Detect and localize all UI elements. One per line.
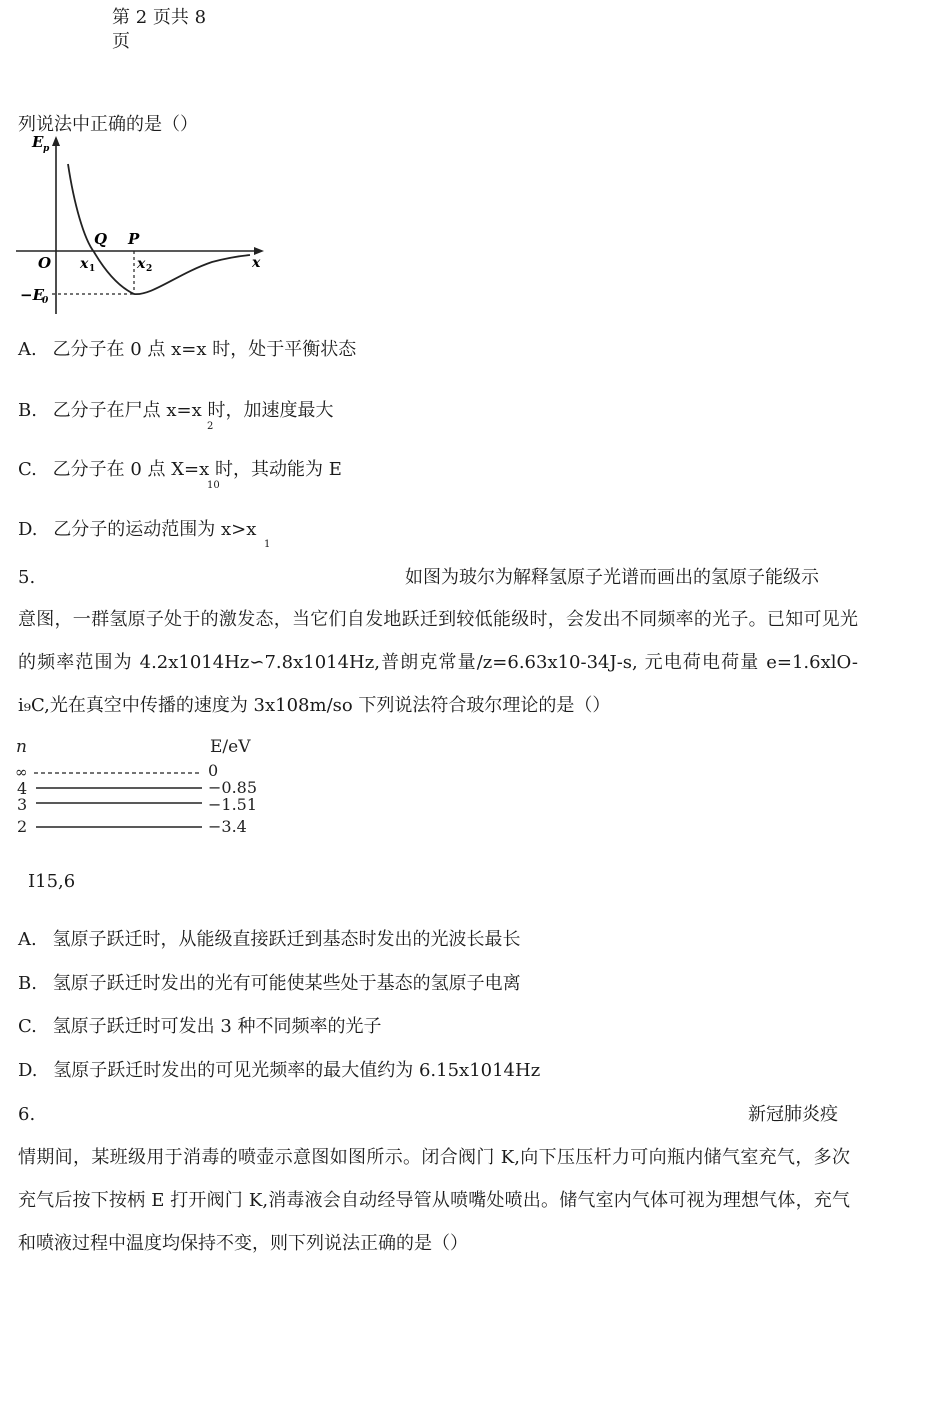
- p-point-label: P: [128, 230, 140, 248]
- q6-number: 6.: [18, 1104, 36, 1125]
- option-letter: C.: [18, 459, 37, 480]
- option-letter: C.: [18, 1016, 37, 1037]
- option-letter: D.: [18, 519, 38, 540]
- origin-label: O: [38, 254, 52, 272]
- option-text: 氢原子跃迁时发出的可见光频率的最大值约为 6.15x1014Hz: [53, 1060, 541, 1081]
- q4-option-a[interactable]: [18, 339, 356, 361]
- q5-option-a[interactable]: [18, 929, 520, 951]
- option-text: 氢原子跃迁时发出的光有可能使某些处于基态的氢原子电离: [52, 973, 521, 994]
- q4-stem-tail: 列说法中正确的是（）: [18, 114, 198, 135]
- x1-sub: 1: [89, 264, 96, 274]
- x2-label: x: [137, 256, 146, 272]
- q5-number: 5.: [18, 567, 36, 588]
- q4-option-d[interactable]: [18, 519, 256, 541]
- q4-option-b-sub: 2: [207, 421, 214, 432]
- q4-option-b[interactable]: [18, 400, 334, 422]
- e-header: E/eV: [210, 737, 251, 757]
- q-point-label: Q: [94, 230, 108, 248]
- option-text: 乙分子在 0 点 X=x 时，其动能为 E: [52, 459, 342, 480]
- option-text: 氢原子跃迁时可发出 3 种不同频率的光子: [52, 1016, 382, 1037]
- q6-body: 情期间，某班级用于消毒的喷壶示意图如图所示。闭合阀门 K,向下压压杆力可向瓶内储气室充气，多次充气后按下按柄 E 打开阀门 K,消毒液会自动经导管从喷嘴处喷出。储气室内气体可视为理想气体，充气和喷液过程中温度均保持不变，则下列说法正确的是（）: [18, 1147, 850, 1254]
- neg-e0-label: −E: [20, 286, 45, 304]
- level-e-inf: 0: [208, 761, 219, 780]
- option-letter: A.: [18, 929, 37, 950]
- x1-label: x: [80, 256, 89, 272]
- level-n-4: 4: [17, 779, 28, 798]
- x-axis-arrow: [254, 247, 264, 255]
- level-n-3: 3: [17, 795, 28, 814]
- option-letter: D.: [18, 1060, 38, 1081]
- y-axis-sub: p: [43, 144, 50, 154]
- level-e-2: −3.4: [208, 817, 247, 836]
- q5-intro: 如图为玻尔为解释氢原子光谱而画出的氢原子能级示: [405, 567, 819, 588]
- n-header: n: [16, 737, 27, 757]
- level-n-2: 2: [17, 817, 28, 836]
- q4-option-c-sub: 10: [207, 480, 220, 491]
- level-n-inf: ∞: [15, 763, 28, 781]
- potential-energy-graph: [12, 134, 272, 319]
- neg-e0-sub: 0: [42, 296, 49, 306]
- q4-option-d-sub: 1: [264, 539, 271, 550]
- option-text: 乙分子的运动范围为 x>x: [53, 519, 257, 540]
- q5-option-b[interactable]: [18, 973, 521, 995]
- energy-level-diagram: [12, 734, 272, 842]
- q5-body: 意图，一群氢原子处于的激发态，当它们自发地跃迁到较低能级时，会发出不同频率的光子。已知可见光的频率范围为 4.2x1014Hz∽7.8x1014Hz,普朗克常量/z=6.63x10-34J-s, 元电荷电荷量 e=1.6xlO-i₉C,光在真空中传播的速度为 3x108m/so 下列说法符合玻尔理论的是（）: [18, 609, 858, 716]
- y-axis-label: E: [32, 134, 44, 151]
- option-text: 乙分子在 0 点 x=x 时，处于平衡状态: [52, 339, 357, 360]
- option-letter: B.: [18, 973, 37, 994]
- q4-option-c[interactable]: [18, 459, 342, 481]
- option-letter: B.: [18, 400, 37, 421]
- option-text: 氢原子跃迁时，从能级直接跃迁到基态时发出的光波长最长: [52, 929, 521, 950]
- level-e-3: −1.51: [208, 795, 258, 814]
- y-axis-arrow: [52, 136, 60, 146]
- x-axis-label: x: [252, 255, 261, 271]
- option-letter: A.: [18, 339, 37, 360]
- level-e-4: −0.85: [208, 778, 258, 797]
- x2-sub: 2: [146, 264, 153, 274]
- page-number-header: 第 2 页共 8 页: [112, 7, 207, 52]
- q5-figure-caption: I15,6: [28, 871, 76, 892]
- q5-option-c[interactable]: [18, 1016, 382, 1038]
- q6-intro: 新冠肺炎疫: [748, 1104, 838, 1125]
- option-text: 乙分子在尸点 x=x 时，加速度最大: [52, 400, 334, 421]
- q5-option-d[interactable]: [18, 1060, 540, 1082]
